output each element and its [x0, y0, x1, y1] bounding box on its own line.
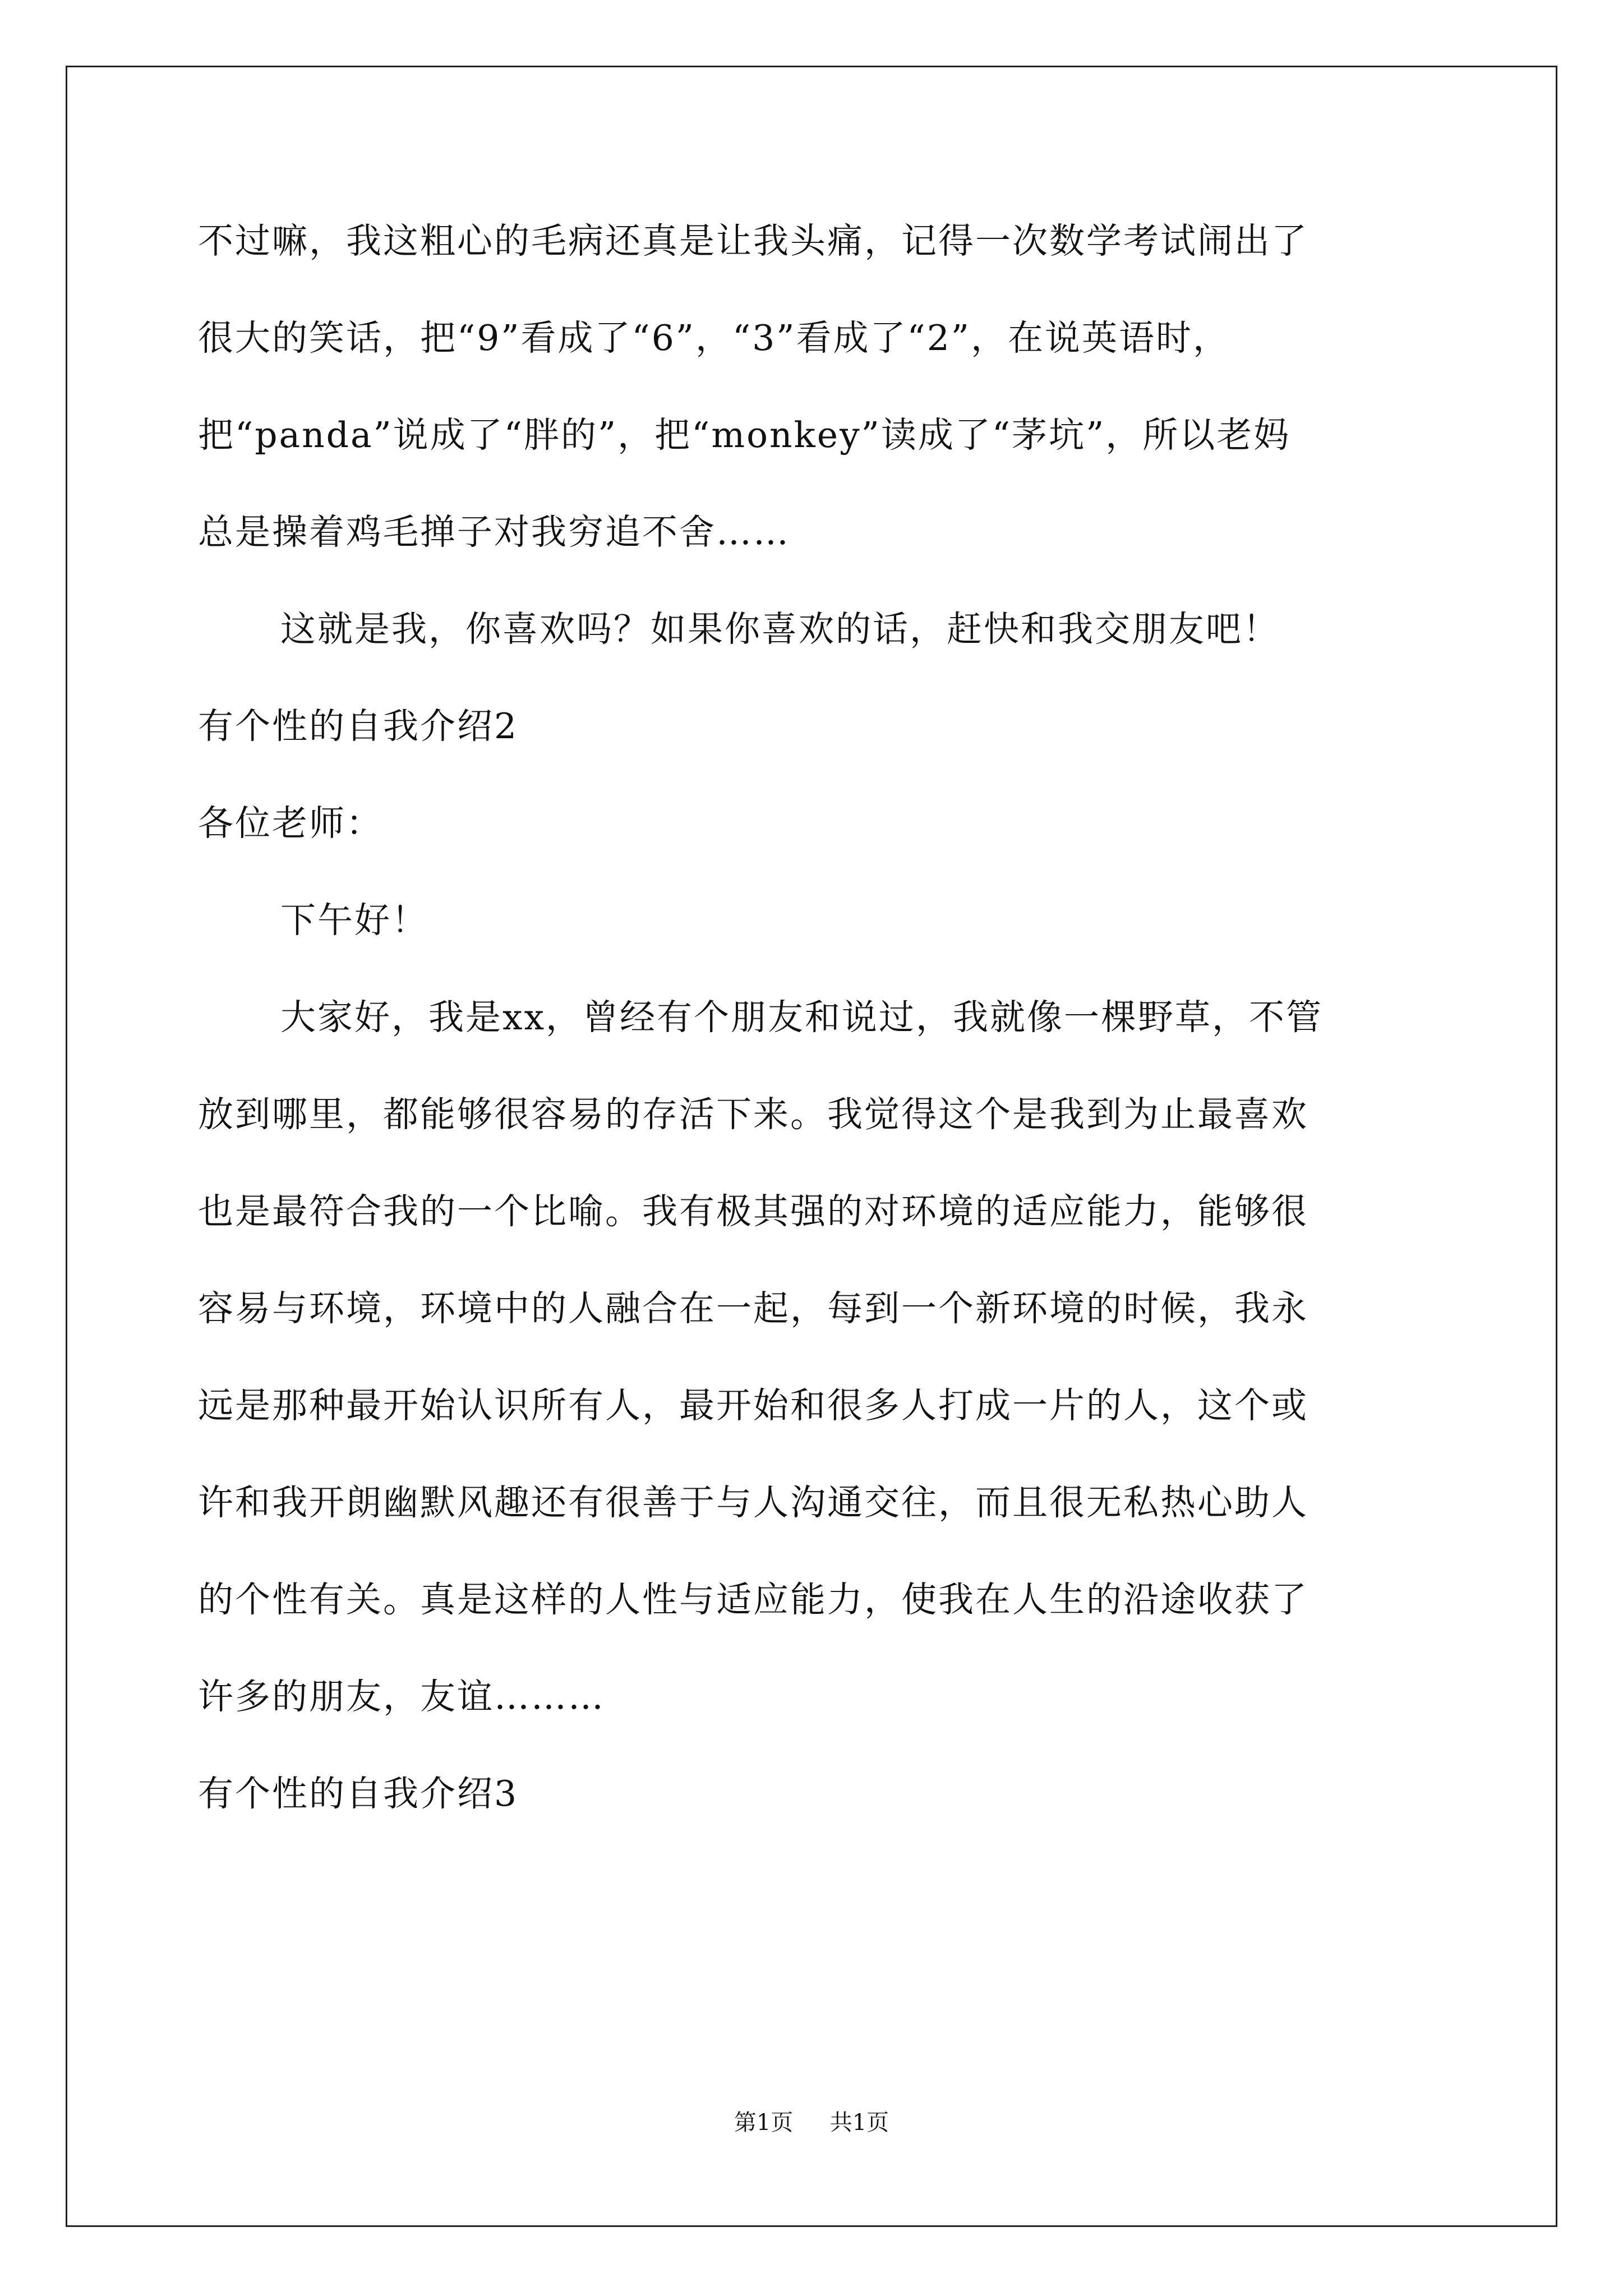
body-line: 大家好，我是xx，曾经有个朋友和说过，我就像一棵野草，不管 [280, 997, 1324, 1038]
body-line: 远是那种最开始认识所有人，最开始和很多人打成一片的人，这个或 [198, 1385, 1308, 1426]
body-line: 不过嘛，我这粗心的毛病还真是让我头痛，记得一次数学考试闹出了 [198, 220, 1308, 261]
page-total: 共1页 [829, 2110, 889, 2136]
body-line: 许多的朋友，友谊……… [198, 1676, 605, 1717]
page-number: 第1页 [734, 2110, 794, 2136]
greeting: 下午好！ [280, 900, 428, 941]
body-line: 这就是我，你喜欢吗？如果你喜欢的话，赶快和我交朋友吧！ [280, 609, 1280, 650]
salutation: 各位老师： [198, 803, 383, 844]
body-line: 的个性有关。真是这样的人性与适应能力，使我在人生的沿途收获了 [198, 1579, 1308, 1620]
section-heading: 有个性的自我介绍3 [198, 1773, 519, 1814]
body-line: 容易与环境，环境中的人融合在一起，每到一个新环境的时候，我永 [198, 1288, 1308, 1329]
body-line: 也是最符合我的一个比喻。我有极其强的对环境的适应能力，能够很 [198, 1191, 1308, 1232]
body-line: 总是操着鸡毛掸子对我穷追不舍…… [198, 512, 790, 553]
page-footer [0, 2105, 1623, 2137]
page-border [66, 66, 1557, 2227]
body-line: 把“panda”说成了“胖的”，把“monkey”读成了“茅坑”，所以老妈 [198, 415, 1291, 455]
body-line: 许和我开朗幽默风趣还有很善于与人沟通交往，而且很无私热心助人 [198, 1482, 1308, 1523]
section-heading: 有个性的自我介绍2 [198, 706, 519, 747]
body-line: 放到哪里，都能够很容易的存活下来。我觉得这个是我到为止最喜欢 [198, 1094, 1308, 1135]
body-line: 很大的笑话，把“9”看成了“6”，“3”看成了“2”，在说英语时， [198, 318, 1230, 358]
